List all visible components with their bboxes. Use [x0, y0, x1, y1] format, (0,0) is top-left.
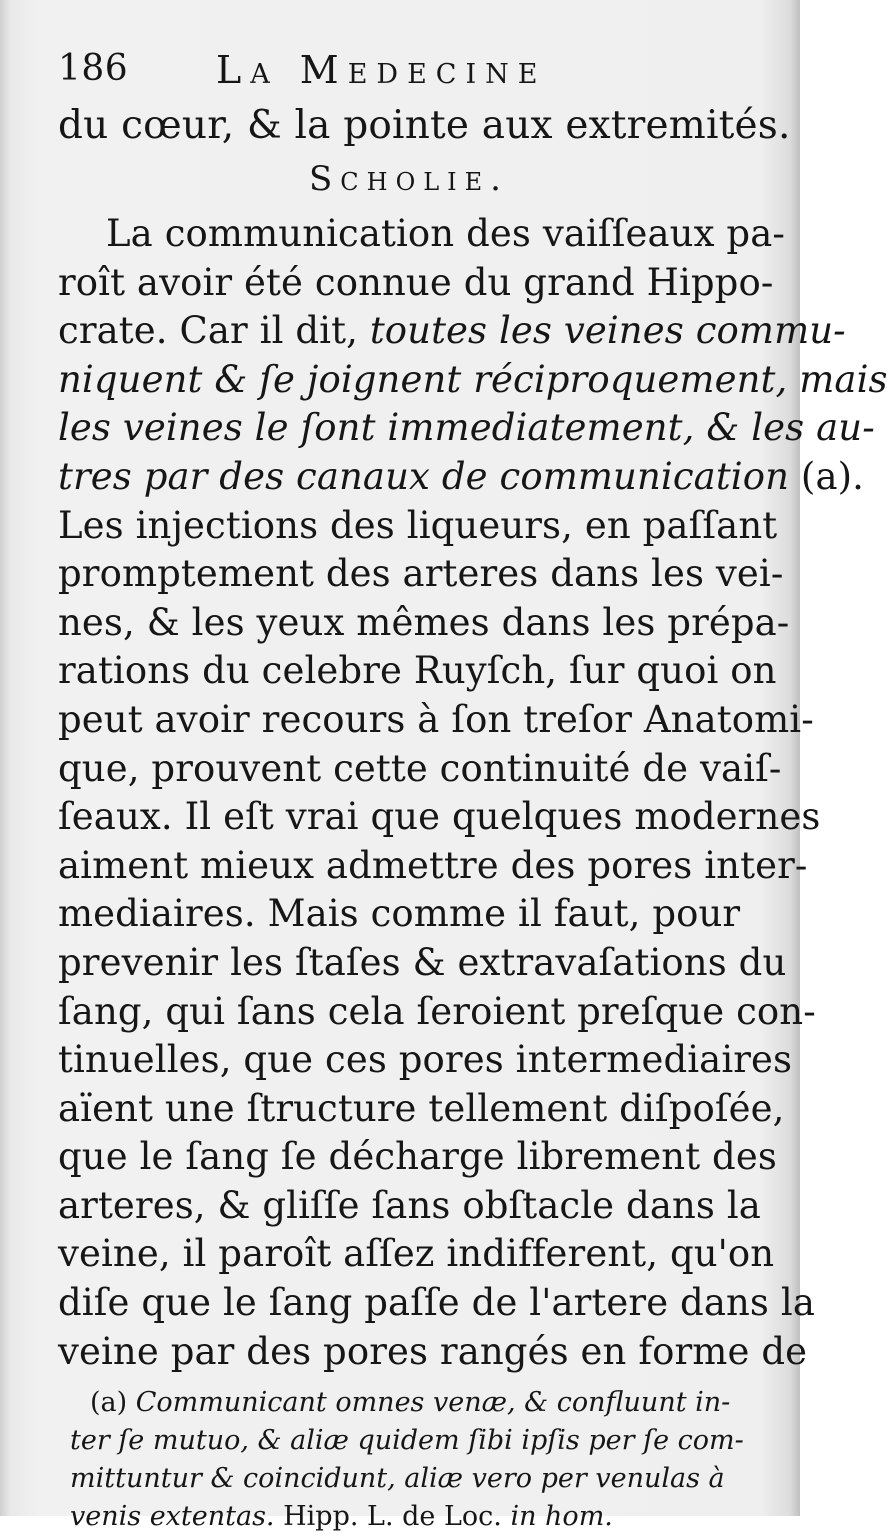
text-line-segment: que, prouvent cette continuité de vaiſ- [58, 746, 782, 790]
text-line-segment: diſe que le ſang paſſe de l'artere dans la [58, 1281, 815, 1325]
body-text [58, 210, 888, 1376]
text-line-segment: La communication des vaiſſeaux pa- [106, 212, 785, 255]
text-line-segment: mediaires. Mais comme il faut, pour [58, 892, 741, 936]
text-line [58, 502, 778, 551]
text-line [58, 1133, 777, 1182]
text-line-segment: aïent une ſtructure tellement diſpoſée, [58, 1086, 785, 1130]
text-line-segment: arteres, & gliſſe ſans obſtacle dans la [58, 1183, 761, 1227]
text-line [58, 1182, 761, 1231]
footnote-line-segment: Communicant omnes venæ, & confluunt in- [135, 1387, 731, 1419]
text-line-segment: aiment mieux admettre des pores inter- [58, 843, 808, 887]
text-line [58, 404, 875, 453]
text-line [58, 647, 777, 696]
text-line-segment: roît avoir été connue du grand Hippo- [58, 260, 774, 304]
footnote-line [70, 1498, 748, 1536]
running-head [58, 48, 748, 98]
text-line-segment: veine, il paroît aſſez indifferent, qu'on [58, 1232, 775, 1276]
text-line-segment: ſang, qui ſans cela ſeroient preſque con- [58, 989, 816, 1033]
footnote-line [70, 1384, 748, 1422]
page-content [58, 48, 888, 1536]
text-line [58, 307, 846, 356]
text-line-segment: rations du celebre Ruyſch, ſur quoi on [58, 649, 777, 693]
text-line-segment: tinuelles, que ces pores intermediaires [58, 1038, 793, 1082]
text-line [58, 1085, 785, 1134]
text-line [58, 939, 787, 988]
footnote-line [70, 1460, 748, 1498]
footnote-line-segment: mittuntur & coincidunt, aliæ vero per venulas à [70, 1463, 725, 1495]
text-line [58, 259, 774, 308]
footnote [58, 1384, 748, 1536]
text-line-segment: peut avoir recours à ſon treſor Anatomi- [58, 697, 814, 741]
page-number: 186 [58, 48, 129, 89]
footnote-line-segment: in hom. [510, 1501, 613, 1533]
text-line [58, 599, 790, 648]
text-line-segment: promptement des arteres dans les vei- [58, 552, 784, 596]
text-line [58, 696, 814, 745]
text-line [58, 988, 816, 1037]
text-line [58, 1328, 808, 1377]
text-line-segment: (a). [789, 454, 864, 498]
footnote-line [70, 1422, 748, 1460]
text-line [58, 1036, 793, 1085]
text-line-segment: toutes les veines commu- [369, 309, 846, 353]
text-line [58, 793, 821, 842]
footnote-line-segment: Hipp. L. de Loc. [274, 1501, 511, 1533]
text-line [58, 890, 748, 939]
text-line [58, 842, 808, 891]
text-line-segment: veine par des pores rangés en forme de [58, 1329, 808, 1373]
text-line-segment: que le ſang ſe décharge librement des [58, 1135, 777, 1179]
footnote-line-segment: venis extentas. [70, 1501, 275, 1533]
text-line [58, 550, 784, 599]
text-line [58, 210, 785, 259]
text-line-segment: nes, & les yeux mêmes dans les prépa- [58, 600, 790, 644]
section-heading: Scholie. [308, 159, 509, 199]
text-line-segment: niquent & ſe joignent réciproquement, mais [58, 357, 888, 401]
text-line-segment: prevenir les ſtaſes & extravaſations du [58, 940, 787, 984]
footnote-line-segment: ter ſe mutuo, & aliæ quidem ſibi ipſis per ſe com- [70, 1425, 744, 1457]
text-line [58, 453, 864, 502]
text-line [58, 1279, 815, 1328]
text-line-segment: tres par des canaux de communication [58, 454, 790, 498]
text-line [58, 356, 888, 405]
footnote-line-segment: (a) [90, 1387, 136, 1419]
running-title: La Medecine [216, 48, 547, 92]
text-line [58, 745, 782, 794]
text-line [58, 1230, 775, 1279]
text-line-segment: Les injections des liqueurs, en paſſant [58, 503, 778, 547]
text-line-segment: ſeaux. Il eſt vrai que quelques modernes [58, 795, 821, 839]
text-line-segment: les veines le ſont immediatement, & les au- [58, 406, 875, 450]
text-line-segment: crate. Car il dit, [58, 309, 370, 353]
carryover-line: du cœur, & la pointe aux extremités. [58, 103, 791, 148]
